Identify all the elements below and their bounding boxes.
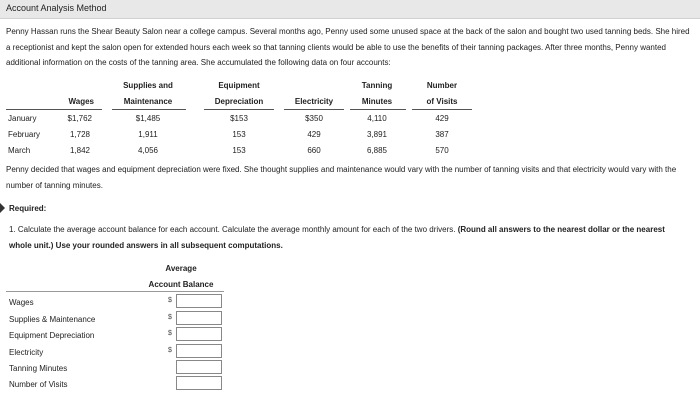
cell-tanning: 6,885: [366, 146, 388, 155]
cell-supplies: $1,485: [135, 114, 161, 123]
header-underline: [112, 109, 186, 110]
header-underline: [412, 109, 472, 110]
answer-header-underline: [6, 291, 224, 292]
cell-wages: 1,728: [69, 130, 90, 139]
header-underline: [284, 109, 344, 110]
answer-row-label: Number of Visits: [9, 380, 68, 389]
page-title: Account Analysis Method: [6, 3, 107, 13]
header-tanning-line2: Minutes: [361, 97, 393, 106]
answer-header-line1: Average: [165, 264, 197, 273]
answer-row-label: Electricity: [9, 348, 44, 357]
question-text: [9, 222, 689, 253]
cell-electricity: 429: [307, 130, 321, 139]
required-label: Required:: [9, 204, 47, 213]
question-rounding-note: (Round all answers to the nearest dollar or the nearest whole unit.) Use your rounded answers in all subsequent computations.: [9, 225, 665, 250]
cell-visits: 387: [435, 130, 449, 139]
cell-tanning: 4,110: [367, 114, 387, 123]
cell-visits: 570: [435, 146, 449, 155]
cell-electricity: $350: [305, 114, 323, 123]
header-wages: Wages: [68, 97, 94, 106]
decision-paragraph: Penny decided that wages and equipment depreciation were fixed. She thought supplies and maintenance would vary with the number of tanning visits and that electricity would vary with the number of tanning minutes.: [6, 165, 677, 190]
cell-wages: $1,762: [67, 114, 92, 123]
cell-supplies: 4,056: [137, 146, 159, 155]
header-underline: [350, 109, 406, 110]
header-electricity: Electricity: [294, 97, 334, 106]
row-month: March: [8, 146, 31, 155]
cell-equipment: 153: [232, 130, 246, 139]
required-marker-icon: [0, 203, 5, 213]
answer-header-line2: Account Balance: [148, 280, 214, 289]
row-month: January: [8, 114, 37, 123]
supplies-maintenance-average-input[interactable]: [176, 311, 222, 325]
answer-row-label: Equipment Depreciation: [9, 331, 95, 340]
cell-wages: 1,842: [69, 146, 90, 155]
header-underline: [6, 109, 102, 110]
cell-equipment: 153: [232, 146, 246, 155]
currency-symbol: $: [168, 297, 172, 304]
header-supplies-line2: Maintenance: [123, 97, 173, 106]
currency-symbol: $: [168, 347, 172, 354]
header-supplies-line1: Supplies and: [123, 81, 173, 90]
header-bar: [0, 0, 700, 19]
question-instruction: 1. Calculate the average account balance for each account. Calculate the average monthly amount for each of the two drivers.: [9, 225, 456, 234]
header-tanning-line1: Tanning: [361, 81, 393, 90]
tanning-minutes-average-input[interactable]: [176, 360, 222, 374]
cell-visits: 429: [435, 114, 449, 123]
row-month: February: [8, 130, 41, 139]
header-visits-line2: of Visits: [426, 97, 458, 106]
cell-supplies: 1,911: [138, 130, 158, 139]
currency-symbol: $: [168, 314, 172, 321]
answer-row-label: Wages: [9, 298, 34, 307]
electricity-average-input[interactable]: [176, 344, 222, 358]
answer-row-label: Tanning Minutes: [9, 364, 68, 373]
header-underline: [204, 109, 274, 110]
number-of-visits-average-input[interactable]: [176, 376, 222, 390]
cell-tanning: 3,891: [366, 130, 388, 139]
wages-average-input[interactable]: [176, 294, 222, 308]
answer-row-label: Supplies & Maintenance: [9, 315, 96, 324]
header-equipment-line2: Depreciation: [214, 97, 264, 106]
header-equipment-line1: Equipment: [218, 81, 260, 90]
header-visits-line1: Number: [426, 81, 458, 90]
cell-electricity: 660: [307, 146, 321, 155]
intro-paragraph: Penny Hassan runs the Shear Beauty Salon near a college campus. Several months ago, Penny used some unused space at the back of the salon and bought two used tanning beds. She hired a receptionist and kept the salon open for extended hours each week so that tanning clients would be able to use the benefits of their tanning packages. After three months, Penny wanted additional information on the costs of the tanning area. She accumulated the following data on four accounts:: [6, 27, 690, 67]
equipment-depreciation-average-input[interactable]: [176, 327, 222, 341]
cell-equipment: $153: [230, 114, 248, 123]
currency-symbol: $: [168, 330, 172, 337]
